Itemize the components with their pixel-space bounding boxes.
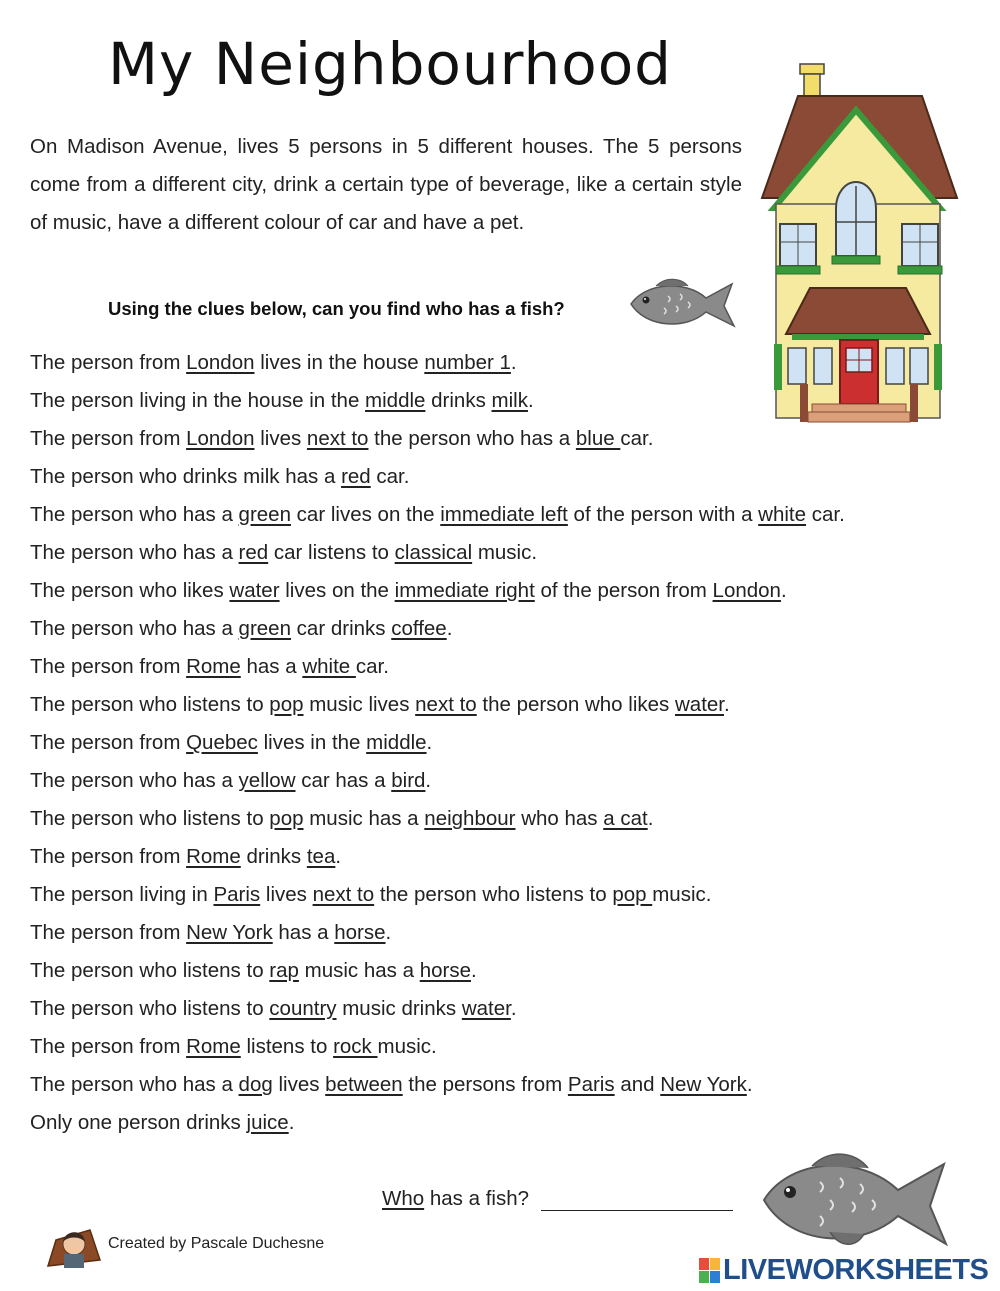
- clue-keyword: next to: [306, 427, 369, 450]
- clue-line: [30, 800, 845, 838]
- clues-list: [30, 344, 845, 1142]
- clue-text: .: [471, 959, 477, 982]
- question-heading: Using the clues below, can you find who has a fish?: [108, 298, 565, 319]
- clue-text: .: [288, 1111, 295, 1134]
- clue-text: car.: [370, 465, 410, 488]
- clue-text: car has a: [295, 769, 392, 792]
- clue-line: [30, 686, 845, 724]
- clue-keyword: neighbour: [424, 807, 516, 830]
- clue-text: Only one person drinks: [30, 1111, 247, 1134]
- clue-text: .: [510, 351, 517, 374]
- clue-line: [30, 648, 845, 686]
- clue-keyword: pop: [612, 883, 653, 906]
- author-avatar: [44, 1218, 104, 1274]
- clue-text: .: [425, 769, 432, 792]
- clue-text: drinks: [425, 389, 492, 412]
- clue-keyword: rock: [333, 1035, 378, 1058]
- clue-text: lives in the house: [254, 351, 425, 374]
- clue-keyword: rap: [269, 959, 299, 982]
- clue-line: [30, 952, 845, 990]
- clue-keyword: number 1: [424, 351, 511, 374]
- clue-keyword: middle: [366, 731, 427, 754]
- clue-text: car.: [806, 503, 845, 526]
- clue-text: lives in the: [257, 731, 367, 754]
- clue-text: The person from: [30, 655, 187, 678]
- clue-line: [30, 914, 845, 952]
- clue-line: [30, 382, 845, 420]
- clue-keyword: New York: [660, 1073, 747, 1096]
- clue-keyword: white: [302, 655, 356, 678]
- clue-text: of the person with a: [567, 503, 759, 526]
- clue-line: [30, 1104, 845, 1142]
- clue-text: .: [385, 921, 392, 944]
- clue-text: .: [746, 1073, 753, 1096]
- clue-text: .: [426, 731, 433, 754]
- clue-text: The person from: [30, 351, 187, 374]
- clue-text: music.: [377, 1035, 437, 1058]
- clue-text: The person from: [30, 921, 187, 944]
- answer-input[interactable]: [541, 1184, 733, 1211]
- clue-text: .: [446, 617, 453, 640]
- clue-text: car.: [620, 427, 654, 450]
- clue-keyword: New York: [186, 921, 273, 944]
- clue-text: The person from: [30, 845, 187, 868]
- clue-keyword: London: [186, 351, 255, 374]
- clue-keyword: yellow: [238, 769, 296, 792]
- clue-text: lives on the: [279, 579, 395, 602]
- clue-text: The person who has a: [30, 1073, 239, 1096]
- clue-text: .: [335, 845, 342, 868]
- author-credit: Created by Pascale Duchesne: [108, 1235, 325, 1252]
- clue-text: the person who has a: [368, 427, 576, 450]
- clue-text: .: [780, 579, 787, 602]
- clue-text: car drinks: [290, 617, 392, 640]
- clue-keyword: next to: [312, 883, 375, 906]
- clue-text: car listens to: [268, 541, 395, 564]
- answer-who: Who: [382, 1187, 425, 1210]
- clue-keyword: pop: [269, 807, 304, 830]
- clue-keyword: red: [238, 541, 269, 564]
- large-fish-icon: [760, 1150, 950, 1254]
- page-title: My Neighbourhood: [108, 30, 672, 98]
- clue-line: [30, 1028, 845, 1066]
- clue-text: has a: [240, 655, 303, 678]
- clue-text: The person who listens to: [30, 959, 270, 982]
- clue-text: has a: [272, 921, 335, 944]
- clue-text: lives: [260, 883, 313, 906]
- clue-text: The person from: [30, 1035, 187, 1058]
- clue-line: [30, 990, 845, 1028]
- clue-line: [30, 572, 845, 610]
- clue-keyword: between: [325, 1073, 403, 1096]
- clue-keyword: white: [758, 503, 807, 526]
- clue-keyword: middle: [365, 389, 426, 412]
- liveworksheets-brand[interactable]: LIVEWORKSHEETS: [723, 1254, 989, 1286]
- clue-keyword: classical: [394, 541, 473, 564]
- clue-text: .: [527, 389, 534, 412]
- clue-text: The person who listens to: [30, 807, 270, 830]
- clue-keyword: water: [229, 579, 280, 602]
- clue-keyword: Rome: [186, 845, 241, 868]
- clue-text: The person living in: [30, 883, 214, 906]
- clue-keyword: water: [461, 997, 511, 1020]
- clue-line: [30, 762, 845, 800]
- clue-line: [30, 724, 845, 762]
- clue-text: The person who drinks milk has a: [30, 465, 342, 488]
- clue-keyword: immediate right: [394, 579, 535, 602]
- clue-text: car lives on the: [290, 503, 441, 526]
- clue-text: music.: [652, 883, 712, 906]
- clue-text: The person who listens to: [30, 997, 270, 1020]
- clue-line: [30, 1066, 845, 1104]
- clue-text: music lives: [303, 693, 416, 716]
- clue-text: lives: [272, 1073, 326, 1096]
- clue-text: The person from: [30, 427, 187, 450]
- clue-keyword: horse: [419, 959, 471, 982]
- clue-text: who has: [515, 807, 604, 830]
- clue-keyword: green: [238, 503, 291, 526]
- clue-text: The person who has a: [30, 503, 239, 526]
- clue-keyword: next to: [415, 693, 477, 716]
- clue-text: the person who likes: [476, 693, 675, 716]
- clue-keyword: Quebec: [186, 731, 258, 754]
- clue-text: The person who has a: [30, 541, 239, 564]
- intro-paragraph: On Madison Avenue, lives 5 persons in 5 different houses. The 5 persons come from a different city, drink a certain type of beverage, like a certain style of music, have a different colour of car and have a pet.: [30, 135, 742, 234]
- clue-keyword: bird: [391, 769, 426, 792]
- clue-keyword: red: [341, 465, 371, 488]
- liveworksheets-logo-icon: [699, 1258, 721, 1284]
- clue-keyword: pop: [269, 693, 304, 716]
- clue-text: .: [510, 997, 517, 1020]
- clue-keyword: Rome: [186, 655, 241, 678]
- clue-text: The person living in the house in the: [30, 389, 366, 412]
- clue-text: lives: [254, 427, 307, 450]
- clue-text: .: [647, 807, 654, 830]
- answer-question: has a fish?: [424, 1187, 529, 1210]
- clue-text: and: [614, 1073, 661, 1096]
- clue-keyword: horse: [334, 921, 386, 944]
- clue-text: The person who has a: [30, 617, 239, 640]
- clue-keyword: milk: [491, 389, 528, 412]
- clue-text: music has a: [303, 807, 425, 830]
- clue-line: [30, 420, 845, 458]
- clue-text: The person who has a: [30, 769, 239, 792]
- clue-keyword: immediate left: [440, 503, 568, 526]
- clue-line: [30, 344, 845, 382]
- clue-line: [30, 838, 845, 876]
- clue-keyword: London: [186, 427, 255, 450]
- clue-text: the persons from: [402, 1073, 568, 1096]
- clue-keyword: water: [674, 693, 724, 716]
- clue-line: [30, 534, 845, 572]
- clue-keyword: blue: [575, 427, 621, 450]
- clue-keyword: a cat: [603, 807, 648, 830]
- clue-keyword: dog: [238, 1073, 273, 1096]
- clue-text: music.: [472, 541, 538, 564]
- clue-text: listens to: [240, 1035, 334, 1058]
- clue-line: [30, 458, 845, 496]
- clue-keyword: tea: [306, 845, 336, 868]
- answer-row: [382, 1184, 733, 1211]
- clue-text: The person from: [30, 731, 187, 754]
- clue-keyword: Rome: [186, 1035, 241, 1058]
- clue-keyword: green: [238, 617, 291, 640]
- clue-text: music drinks: [336, 997, 462, 1020]
- clue-text: music has a: [298, 959, 420, 982]
- small-fish-icon: [626, 276, 736, 334]
- clue-keyword: Paris: [567, 1073, 615, 1096]
- clue-text: The person who listens to: [30, 693, 270, 716]
- clue-text: car.: [355, 655, 389, 678]
- clue-text: The person who likes: [30, 579, 230, 602]
- clue-keyword: Paris: [213, 883, 261, 906]
- clue-text: drinks: [240, 845, 307, 868]
- clue-line: [30, 610, 845, 648]
- clue-text: of the person from: [534, 579, 713, 602]
- clue-text: the person who listens to: [374, 883, 613, 906]
- clue-keyword: London: [712, 579, 781, 602]
- clue-line: [30, 876, 845, 914]
- clue-text: .: [723, 693, 730, 716]
- clue-keyword: country: [269, 997, 337, 1020]
- clue-keyword: juice: [246, 1111, 289, 1134]
- clue-keyword: coffee: [391, 617, 447, 640]
- clue-line: [30, 496, 845, 534]
